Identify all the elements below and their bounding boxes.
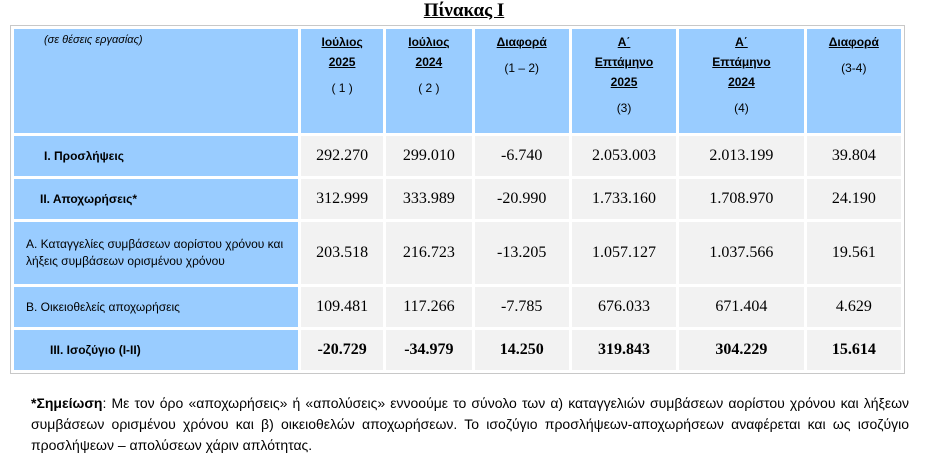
- table-cell: 304.229: [679, 330, 803, 370]
- table-cell: 14.250: [475, 330, 569, 370]
- employment-table: [10, 25, 905, 374]
- column-header: Διαφορά (3-4): [807, 29, 901, 133]
- table-cell: 2.053.003: [572, 136, 676, 176]
- row-label: Α. Καταγγελίες συμβάσεων αορίστου χρόνου και λήξεις συμβάσεων ορισμένου χρόνου: [14, 222, 298, 284]
- column-header: Ιούλιος 2025 ( 1 ): [301, 29, 383, 133]
- footnote-text: : Με τον όρο «αποχωρήσεις» ή «απολύσεις» εννοούμε το σύνολο των α) καταγγελιών συμβάσεων αορίστου χρόνου και λήξεων συμβάσεων ορισμένου χρόνου και β) οικειοθελών αποχωρήσεων. Το ισοζύγιο προσλήψεων-αποχωρήσεων αναφέρεται και ως ισοζύγιο προσλήψεων – απολύσεων χάριν απλότητας.: [31, 395, 909, 453]
- table-cell: 676.033: [572, 287, 676, 327]
- column-header: Α΄ Επτάμηνο 2024 (4): [679, 29, 803, 133]
- table-cell: -7.785: [475, 287, 569, 327]
- table-cell: 1.037.566: [679, 222, 803, 284]
- table-cell: 299.010: [386, 136, 471, 176]
- table-row: [14, 222, 901, 284]
- table-cell: -13.205: [475, 222, 569, 284]
- header-row: [14, 29, 901, 133]
- table-cell: 4.629: [807, 287, 901, 327]
- row-label: Β. Οικειοθελείς αποχωρήσεις: [14, 287, 298, 327]
- table-cell: -20.990: [475, 179, 569, 219]
- row-label: ΙΙ. Αποχωρήσεις*: [14, 179, 298, 219]
- column-header: Διαφορά (1 – 2): [475, 29, 569, 133]
- table-row: [14, 179, 901, 219]
- table-cell: 117.266: [386, 287, 471, 327]
- column-header: Α΄ Επτάμηνο 2025 (3): [572, 29, 676, 133]
- row-label: ΙΙΙ. Ισοζύγιο (Ι-ΙΙ): [14, 330, 298, 370]
- footnote: [31, 393, 909, 456]
- table-row: [14, 287, 901, 327]
- row-label: Ι. Προσλήψεις: [14, 136, 298, 176]
- table-cell: 216.723: [386, 222, 471, 284]
- table-cell: -20.729: [301, 330, 383, 370]
- table-cell: 19.561: [807, 222, 901, 284]
- table-cell: 312.999: [301, 179, 383, 219]
- table-cell: 319.843: [572, 330, 676, 370]
- table-cell: 203.518: [301, 222, 383, 284]
- table-cell: 39.804: [807, 136, 901, 176]
- table-cell: 1.708.970: [679, 179, 803, 219]
- table-cell: -6.740: [475, 136, 569, 176]
- table-cell: 1.057.127: [572, 222, 676, 284]
- table-cell: 333.989: [386, 179, 471, 219]
- table-cell: 292.270: [301, 136, 383, 176]
- table-cell: 1.733.160: [572, 179, 676, 219]
- table-row: [14, 330, 901, 370]
- table-title: Πίνακας Ι: [423, 0, 505, 21]
- unit-note: (σε θέσεις εργασίας): [14, 29, 298, 133]
- table-cell: 671.404: [679, 287, 803, 327]
- footnote-label: *Σημείωση: [31, 395, 103, 411]
- column-header: Ιούλιος 2024 ( 2 ): [386, 29, 471, 133]
- table-cell: 24.190: [807, 179, 901, 219]
- table-cell: 109.481: [301, 287, 383, 327]
- table-cell: 2.013.199: [679, 136, 803, 176]
- table-cell: -34.979: [386, 330, 471, 370]
- table-cell: 15.614: [807, 330, 901, 370]
- table-row: [14, 136, 901, 176]
